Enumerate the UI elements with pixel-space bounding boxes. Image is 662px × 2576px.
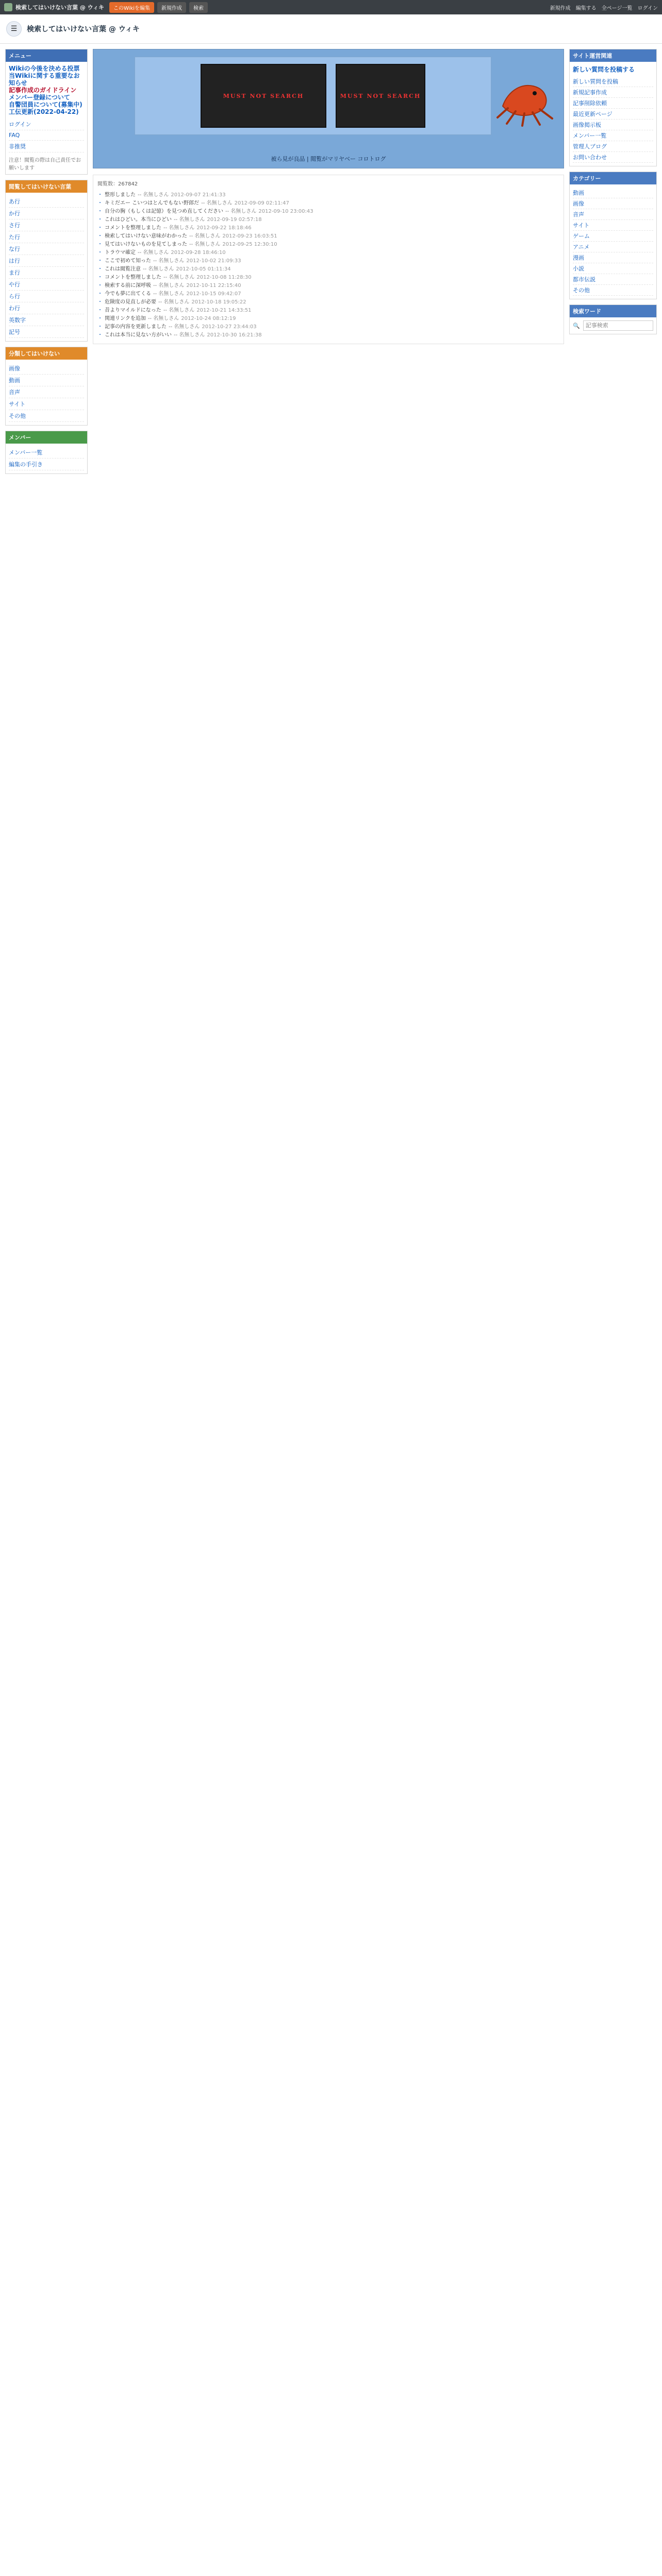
post-author: -- 名無しさん <box>163 308 195 313</box>
left-category-link-audio[interactable]: 音声 <box>9 389 20 396</box>
right-ops-title: サイト運営関連 <box>570 49 656 62</box>
left-category-item[interactable] <box>9 386 84 398</box>
left-category-link-images[interactable]: 画像 <box>9 365 20 372</box>
search-icon: 🔍 <box>573 322 580 329</box>
thread-meta: 閲覧数：267842 <box>97 181 138 187</box>
post <box>97 216 559 224</box>
top-bar <box>0 0 662 14</box>
right-category-item[interactable] <box>573 252 653 263</box>
post-timestamp: 2012-09-07 21:41:33 <box>171 192 226 198</box>
right-ops-link-admin-blog[interactable]: 管理人ブログ <box>573 143 607 150</box>
left-category-item[interactable] <box>9 363 84 375</box>
post-author: -- 名無しさん <box>147 316 179 321</box>
post-text: 昔よりマイルドになった <box>105 308 161 313</box>
post-bullet: ・ <box>97 291 103 297</box>
top-nav <box>550 4 658 11</box>
left-menu-title: メニュー <box>6 49 87 62</box>
right-category-item[interactable] <box>573 220 653 231</box>
post-bullet: ・ <box>97 258 103 264</box>
post-timestamp: 2012-10-08 11:28:30 <box>196 275 252 280</box>
left-index-item[interactable] <box>9 255 84 267</box>
banner-card-left: MUST NOT SEARCH <box>201 64 326 128</box>
post <box>97 257 559 265</box>
left-nav-2[interactable]: 当Wikiに関する重要なお知らせ <box>9 72 80 87</box>
post-bullet: ・ <box>97 299 103 305</box>
right-sidebar <box>569 49 657 2576</box>
post <box>97 282 559 290</box>
post-bullet: ・ <box>97 250 103 256</box>
right-search-body <box>570 317 656 334</box>
nav-edit[interactable]: 編集する <box>575 5 597 11</box>
right-category-body <box>570 184 656 299</box>
post-timestamp: 2012-10-21 14:33:51 <box>196 308 252 313</box>
left-category-box <box>5 347 88 426</box>
right-category-link-manga[interactable]: 漫画 <box>573 255 584 261</box>
right-ops-list <box>573 76 653 163</box>
left-notice: 注意！閲覧の際は自己責任でお願いします <box>9 158 81 171</box>
left-category-link-videos[interactable]: 動画 <box>9 377 20 384</box>
right-category-item[interactable] <box>573 209 653 220</box>
left-index-link-symbols[interactable]: 記号 <box>9 329 20 335</box>
post-text: 見てはいけないものを見てしまった <box>105 242 187 247</box>
tab-new[interactable]: 新規作成 <box>157 2 186 13</box>
right-category-link-image[interactable]: 画像 <box>573 200 584 207</box>
comment-thread <box>93 175 564 344</box>
post-text: コメントを整理しました <box>105 225 161 231</box>
left-members-item[interactable] <box>9 459 84 470</box>
post-bullet: ・ <box>97 266 103 272</box>
nav-new[interactable]: 新規作成 <box>550 5 571 11</box>
post <box>97 290 559 298</box>
right-ops-item[interactable] <box>573 76 653 87</box>
left-index-item[interactable] <box>9 219 84 231</box>
post-timestamp: 2012-09-25 12:30:10 <box>222 242 277 247</box>
post <box>97 224 559 232</box>
post-bullet: ・ <box>97 275 103 280</box>
post-bullet: ・ <box>97 209 103 214</box>
post-bullet: ・ <box>97 308 103 313</box>
tab-edit[interactable]: このWikiを編集 <box>109 2 154 13</box>
right-ops-item[interactable] <box>573 141 653 152</box>
left-index-item[interactable] <box>9 326 84 338</box>
left-nav-link[interactable] <box>9 141 84 152</box>
left-members-title: メンバー <box>6 431 87 444</box>
left-index-box <box>5 180 88 342</box>
left-members-list <box>9 447 84 470</box>
post-author: -- 名無しさん <box>174 217 205 223</box>
right-category-item[interactable] <box>573 263 653 274</box>
post-text: 検索してはいけない意味がわかった <box>105 233 187 239</box>
post-author: -- 名無しさん <box>163 275 195 280</box>
post-text: 自分の胸（もしくは記憶）を見つめ直してください <box>105 209 223 214</box>
post <box>97 199 559 208</box>
left-index-item[interactable] <box>9 279 84 291</box>
left-index-item[interactable] <box>9 243 84 255</box>
post-text: 今でも夢に出てくる <box>105 291 151 297</box>
left-index-link-ya[interactable]: や行 <box>9 281 20 288</box>
post-bullet: ・ <box>97 242 103 247</box>
left-members-item[interactable] <box>9 447 84 459</box>
right-ops-item[interactable] <box>573 120 653 130</box>
left-index-link-na[interactable]: な行 <box>9 246 20 252</box>
post-author: -- 名無しさん <box>153 291 185 297</box>
right-new-question-link[interactable]: 新しい質問を投稿する <box>573 66 635 73</box>
right-ops-link-new-question[interactable]: 新しい質問を投稿 <box>573 78 618 85</box>
post <box>97 307 559 315</box>
post-bullet: ・ <box>97 225 103 231</box>
post-timestamp: 2012-10-11 22:15:40 <box>186 283 241 289</box>
left-nav-1[interactable]: Wikiの今後を決める投票 <box>9 65 80 72</box>
post <box>97 241 559 249</box>
right-ops-link-delete-request[interactable]: 記事削除依頼 <box>573 100 607 107</box>
left-index-link-ma[interactable]: ま行 <box>9 269 20 276</box>
post-author: -- 名無しさん <box>189 233 221 239</box>
post-bullet: ・ <box>97 283 103 289</box>
right-ops-link-contact[interactable]: お問い合わせ <box>573 154 607 161</box>
left-index-link-wa[interactable]: わ行 <box>9 305 20 312</box>
wiki-header <box>0 14 662 44</box>
post-text: 検索する前に深呼吸 <box>105 283 151 289</box>
right-ops-link-image-board[interactable]: 画像掲示板 <box>573 122 601 128</box>
post <box>97 208 559 216</box>
banner-card-right: MUST NOT SEARCH <box>336 64 425 128</box>
post-author: -- 名無しさん <box>189 242 221 247</box>
right-category-item[interactable] <box>573 188 653 198</box>
right-category-link-other[interactable]: その他 <box>573 287 590 294</box>
post <box>97 331 559 340</box>
post-author: -- 名無しさん <box>138 192 169 198</box>
layout <box>0 44 662 2576</box>
right-ops-body <box>570 62 656 166</box>
left-index-list <box>9 196 84 338</box>
left-menu-body <box>6 62 87 174</box>
top-tabs <box>109 2 208 13</box>
post-text: トラウマ確定 <box>105 250 136 256</box>
post-timestamp: 2012-10-24 08:12:19 <box>181 316 236 321</box>
tab-search[interactable]: 検索 <box>189 2 208 13</box>
left-index-item[interactable] <box>9 208 84 219</box>
post-timestamp: 2012-09-19 02:57:18 <box>207 217 262 223</box>
post-author: -- 名無しさん <box>143 266 174 272</box>
banner-caption: 被ら見が良品 | 閲覧がマリヤベー コロトログ <box>271 156 386 162</box>
banner-mascot-icon <box>492 70 554 127</box>
post-text: キミだエー こいつはとんでもない野郎だ <box>105 200 200 206</box>
post-bullet: ・ <box>97 316 103 321</box>
left-nav-6[interactable]: 工伝更新(2022-04-22) <box>9 108 79 115</box>
left-index-link-ha[interactable]: は行 <box>9 258 20 264</box>
left-nav-link[interactable] <box>9 130 84 141</box>
left-index-link-sa[interactable]: さ行 <box>9 222 20 229</box>
post-text: 記事の内容を更新しました <box>105 324 167 330</box>
right-category-item[interactable] <box>573 285 653 296</box>
site-banner <box>93 49 564 168</box>
left-category-item[interactable] <box>9 410 84 422</box>
left-index-body <box>6 193 87 341</box>
post-bullet: ・ <box>97 217 103 223</box>
post <box>97 315 559 323</box>
post-text: これは本当に見ない方がいい <box>105 332 172 338</box>
post-bullet: ・ <box>97 192 103 198</box>
right-category-link-audio[interactable]: 音声 <box>573 211 584 218</box>
post-author: -- 名無しさん <box>163 225 195 231</box>
left-nav-4[interactable]: メンバー登録について <box>9 94 70 101</box>
left-nav-login[interactable]: ログイン <box>9 121 31 128</box>
main-content <box>93 49 564 2576</box>
right-category-item[interactable] <box>573 198 653 209</box>
post-timestamp: 2012-10-18 19:05:22 <box>191 299 246 305</box>
nav-all-pages[interactable]: 全ページ一覧 <box>601 5 633 11</box>
left-index-item[interactable] <box>9 267 84 279</box>
left-nav-faq[interactable]: FAQ <box>9 132 20 139</box>
left-members-body <box>6 444 87 473</box>
nav-login[interactable]: ログイン <box>637 5 658 11</box>
right-category-link-anime[interactable]: アニメ <box>573 244 590 250</box>
right-category-link-video[interactable]: 動画 <box>573 190 584 196</box>
left-sidebar <box>5 49 88 2576</box>
left-nav-3[interactable]: 記事作成のガイドライン <box>9 87 77 94</box>
post-author: -- 名無しさん <box>153 283 185 289</box>
post <box>97 265 559 274</box>
left-index-item[interactable] <box>9 196 84 208</box>
left-menu-box <box>5 49 88 175</box>
right-ops-link-recent-updates[interactable]: 最近更新ページ <box>573 111 613 117</box>
post-author: -- 名無しさん <box>174 332 205 338</box>
post-bullet: ・ <box>97 233 103 239</box>
post-author: -- 名無しさん <box>138 250 169 256</box>
left-index-link-ka[interactable]: か行 <box>9 210 20 217</box>
left-category-link-other[interactable]: その他 <box>9 413 26 419</box>
post-timestamp: 2012-09-28 18:46:10 <box>171 250 226 256</box>
right-search-row <box>573 320 653 331</box>
banner-inner <box>135 57 491 135</box>
left-nav-link[interactable] <box>9 118 84 130</box>
post <box>97 323 559 331</box>
right-ops-item[interactable] <box>573 98 653 109</box>
left-nav-links <box>9 118 84 152</box>
left-category-item[interactable] <box>9 375 84 386</box>
right-search-box <box>569 304 657 334</box>
right-search-input[interactable] <box>583 320 653 331</box>
post <box>97 298 559 307</box>
brand-logo-icon <box>4 3 12 11</box>
post-text: これはひどい。本当にひどい <box>105 217 172 223</box>
post-text: 整形しました <box>105 192 136 198</box>
post <box>97 249 559 257</box>
post-timestamp: 2012-10-02 21:09:33 <box>186 258 241 264</box>
right-ops-link-members[interactable]: メンバー一覧 <box>573 132 607 139</box>
right-category-link-novel[interactable]: 小説 <box>573 265 584 272</box>
post-timestamp: 2012-10-27 23:44:03 <box>202 324 257 330</box>
left-index-link-alnum[interactable]: 英数字 <box>9 317 26 324</box>
wiki-title: 検索してはいけない言葉 @ ウィキ <box>27 25 140 33</box>
left-category-list <box>9 363 84 422</box>
left-category-body <box>6 360 87 425</box>
post-author: -- 名無しさん <box>201 200 233 206</box>
post-author: -- 名無しさん <box>169 324 200 330</box>
post-bullet: ・ <box>97 332 103 338</box>
post <box>97 232 559 241</box>
right-ops-item[interactable] <box>573 109 653 120</box>
left-members-box <box>5 431 88 474</box>
post-text: 関連リンクを追加 <box>105 316 146 321</box>
post-bullet: ・ <box>97 324 103 330</box>
right-search-title: 検索ワード <box>570 305 656 317</box>
post <box>97 274 559 282</box>
post-timestamp: 2012-10-15 09:42:07 <box>186 291 241 297</box>
left-index-link-a[interactable]: あ行 <box>9 198 20 205</box>
wiki-logo-icon: ☰ <box>6 21 22 37</box>
right-ops-box <box>569 49 657 166</box>
post-timestamp: 2012-09-22 18:18:46 <box>196 225 252 231</box>
brand[interactable] <box>4 3 104 11</box>
left-category-link-sites[interactable]: サイト <box>9 401 26 408</box>
post <box>97 191 559 199</box>
left-members-link-guide[interactable]: 編集の手引き <box>9 461 43 468</box>
brand-text: 検索してはいけない言葉 @ ウィキ <box>15 4 104 11</box>
post-text: 危険度の見直しが必要 <box>105 299 156 305</box>
right-category-title: カテゴリー <box>570 172 656 184</box>
right-category-item[interactable] <box>573 274 653 285</box>
post-list <box>97 191 559 340</box>
post-timestamp: 2012-10-05 01:11:34 <box>176 266 231 272</box>
post-timestamp: 2012-10-30 16:21:38 <box>207 332 262 338</box>
left-index-title: 閲覧してはいけない言葉 <box>6 180 87 193</box>
left-category-title: 分類してはいけない <box>6 347 87 360</box>
left-index-item[interactable] <box>9 302 84 314</box>
post-text: ここで初めて知った <box>105 258 151 264</box>
post-author: -- 名無しさん <box>153 258 185 264</box>
left-index-link-ta[interactable]: た行 <box>9 234 20 241</box>
left-nav-5[interactable]: 自警団員について(募集中) <box>9 101 82 108</box>
right-ops-item[interactable] <box>573 152 653 163</box>
post-author: -- 名無しさん <box>158 299 190 305</box>
left-index-item[interactable] <box>9 231 84 243</box>
right-ops-item[interactable] <box>573 87 653 98</box>
left-index-item[interactable] <box>9 314 84 326</box>
post-text: コメントを整理しました <box>105 275 161 280</box>
right-ops-item[interactable] <box>573 130 653 141</box>
right-category-box <box>569 172 657 299</box>
left-index-link-ra[interactable]: ら行 <box>9 293 20 300</box>
left-members-link-list[interactable]: メンバー一覧 <box>9 449 43 456</box>
right-category-item[interactable] <box>573 242 653 252</box>
post-timestamp: 2012-09-23 16:03:51 <box>222 233 277 239</box>
right-category-link-urban-legend[interactable]: 都市伝説 <box>573 276 595 283</box>
right-category-item[interactable] <box>573 231 653 242</box>
post-author: -- 名無しさん <box>225 209 257 214</box>
left-category-item[interactable] <box>9 398 84 410</box>
post-timestamp: 2012-09-10 23:00:43 <box>258 209 313 214</box>
post-bullet: ・ <box>97 200 103 206</box>
right-category-list <box>573 188 653 296</box>
right-category-link-game[interactable]: ゲーム <box>573 233 590 240</box>
left-index-item[interactable] <box>9 291 84 302</box>
post-text: これは閲覧注意 <box>105 266 141 272</box>
left-nav-deprecated[interactable]: 非推奨 <box>9 143 26 150</box>
post-timestamp: 2012-09-09 02:11:47 <box>234 200 289 206</box>
right-ops-link-new-article[interactable]: 新規記事作成 <box>573 89 607 96</box>
right-category-link-site[interactable]: サイト <box>573 222 590 229</box>
